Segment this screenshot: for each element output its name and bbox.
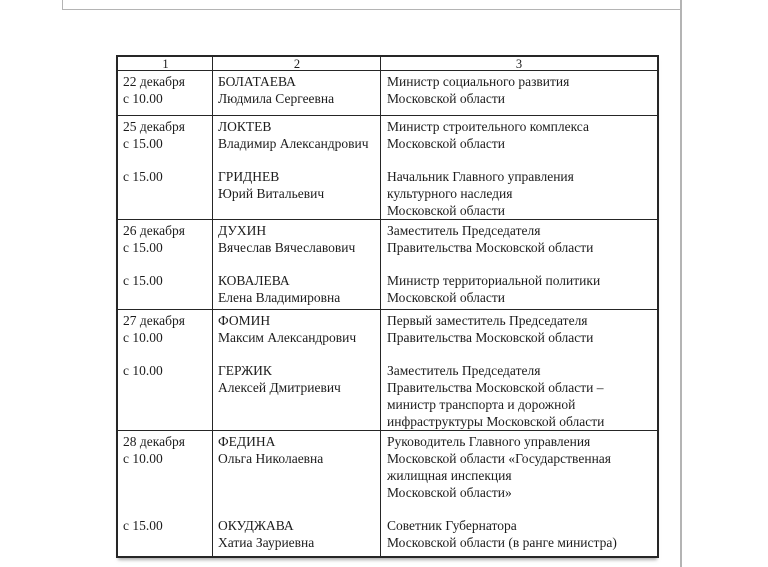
name-line: ОКУДЖАВА [218,518,294,533]
date-time-cell [118,118,213,152]
title-line: Московской области [387,91,506,106]
schedule-entry [118,312,657,346]
date-time-cell [118,272,213,306]
title-line: Министр социального развития [387,74,570,89]
name-line: Юрий Витальевич [218,186,325,201]
title-line: Московской области «Государственная [387,451,611,466]
title-line: Советник Губернатора [387,518,517,533]
name-line: Елена Владимировна [218,290,341,305]
person-name-cell [213,118,381,152]
table-header-row [118,57,657,71]
time-line: с 10.00 [123,91,163,106]
page-top-border [62,9,681,10]
name-line: Максим Александрович [218,330,357,345]
person-name-cell [213,433,381,501]
date-time-cell [118,73,213,107]
column-header-2: 2 [293,57,301,71]
name-line: Алексей Дмитриевич [218,380,341,395]
time-line: 28 декабря [123,434,185,449]
name-line: Хатиа Зауриевна [218,535,315,550]
title-line: Начальник Главного управления [387,169,574,184]
time-line: 22 декабря [123,74,185,89]
time-line: с 10.00 [123,363,163,378]
person-name-cell [213,73,381,107]
person-name-cell [213,517,381,551]
title-line: министр транспорта и дорожной [387,397,576,412]
name-line: Владимир Александрович [218,136,369,151]
position-cell [381,118,657,152]
title-line: Первый заместитель Председателя [387,313,588,328]
date-time-cell [118,222,213,256]
schedule-entry [118,272,657,306]
position-cell [381,272,657,306]
time-line: с 10.00 [123,451,163,466]
date-time-cell [118,362,213,430]
time-line: с 15.00 [123,136,163,151]
time-line: 27 декабря [123,313,185,328]
table-row [118,431,657,556]
position-cell [381,168,657,219]
schedule-table [116,55,659,558]
person-name-cell [213,312,381,346]
title-line: жилищная инспекция [387,468,512,483]
title-line: Заместитель Председателя [387,223,541,238]
schedule-entry [118,517,657,551]
name-line: Ольга Николаевна [218,451,324,466]
page-left-border [62,0,63,10]
time-line: с 15.00 [123,169,163,184]
schedule-entry [118,433,657,501]
column-header-3: 3 [515,57,523,71]
title-line: культурного наследия [387,186,513,201]
schedule-entry [118,362,657,430]
title-line: Московской области [387,290,506,305]
name-line: ЛОКТЕВ [218,119,272,134]
time-line: 25 декабря [123,119,185,134]
title-line: Заместитель Председателя [387,363,541,378]
title-line: Руководитель Главного управления [387,434,591,449]
position-cell [381,517,657,551]
table-row [118,220,657,310]
position-cell [381,433,657,501]
person-name-cell [213,272,381,306]
position-cell [381,312,657,346]
schedule-entry [118,118,657,152]
title-line: Московской области [387,203,506,218]
position-cell [381,222,657,256]
time-line: с 15.00 [123,518,163,533]
person-name-cell [213,362,381,430]
title-line: Правительства Московской области [387,240,594,255]
table-row [118,310,657,431]
name-line: ФОМИН [218,313,271,328]
table-row [118,116,657,220]
title-line: Министр территориальной политики [387,273,601,288]
schedule-entry [118,222,657,256]
title-line: Московской области (в ранге министра) [387,535,617,550]
date-time-cell [118,517,213,551]
date-time-cell [118,433,213,501]
table-row [118,71,657,116]
name-line: БОЛАТАЕВА [218,74,296,89]
date-time-cell [118,168,213,219]
title-line: Правительства Московской области – [387,380,604,395]
schedule-entry [118,168,657,219]
name-line: Людмила Сергеевна [218,91,335,106]
title-line: Правительства Московской области [387,330,594,345]
title-line: Министр строительного комплекса [387,119,589,134]
title-line: инфраструктуры Московской области [387,414,605,429]
name-line: Вячеслав Вячеславович [218,240,356,255]
time-line: с 10.00 [123,330,163,345]
person-name-cell [213,168,381,219]
person-name-cell [213,222,381,256]
time-line: с 15.00 [123,273,163,288]
column-divider-1 [212,57,213,556]
title-line: Московской области [387,136,506,151]
name-line: КОВАЛЕВА [218,273,290,288]
page-right-border [680,0,682,567]
title-line: Московской области» [387,485,512,500]
name-line: ГРИДНЕВ [218,169,280,184]
name-line: ФЕДИНА [218,434,276,449]
position-cell [381,362,657,430]
schedule-entry [118,73,657,107]
position-cell [381,73,657,107]
time-line: 26 декабря [123,223,185,238]
column-header-1: 1 [162,57,169,71]
column-divider-2 [380,57,381,556]
name-line: ГЕРЖИК [218,363,272,378]
time-line: с 15.00 [123,240,163,255]
date-time-cell [118,312,213,346]
name-line: ДУХИН [218,223,267,238]
